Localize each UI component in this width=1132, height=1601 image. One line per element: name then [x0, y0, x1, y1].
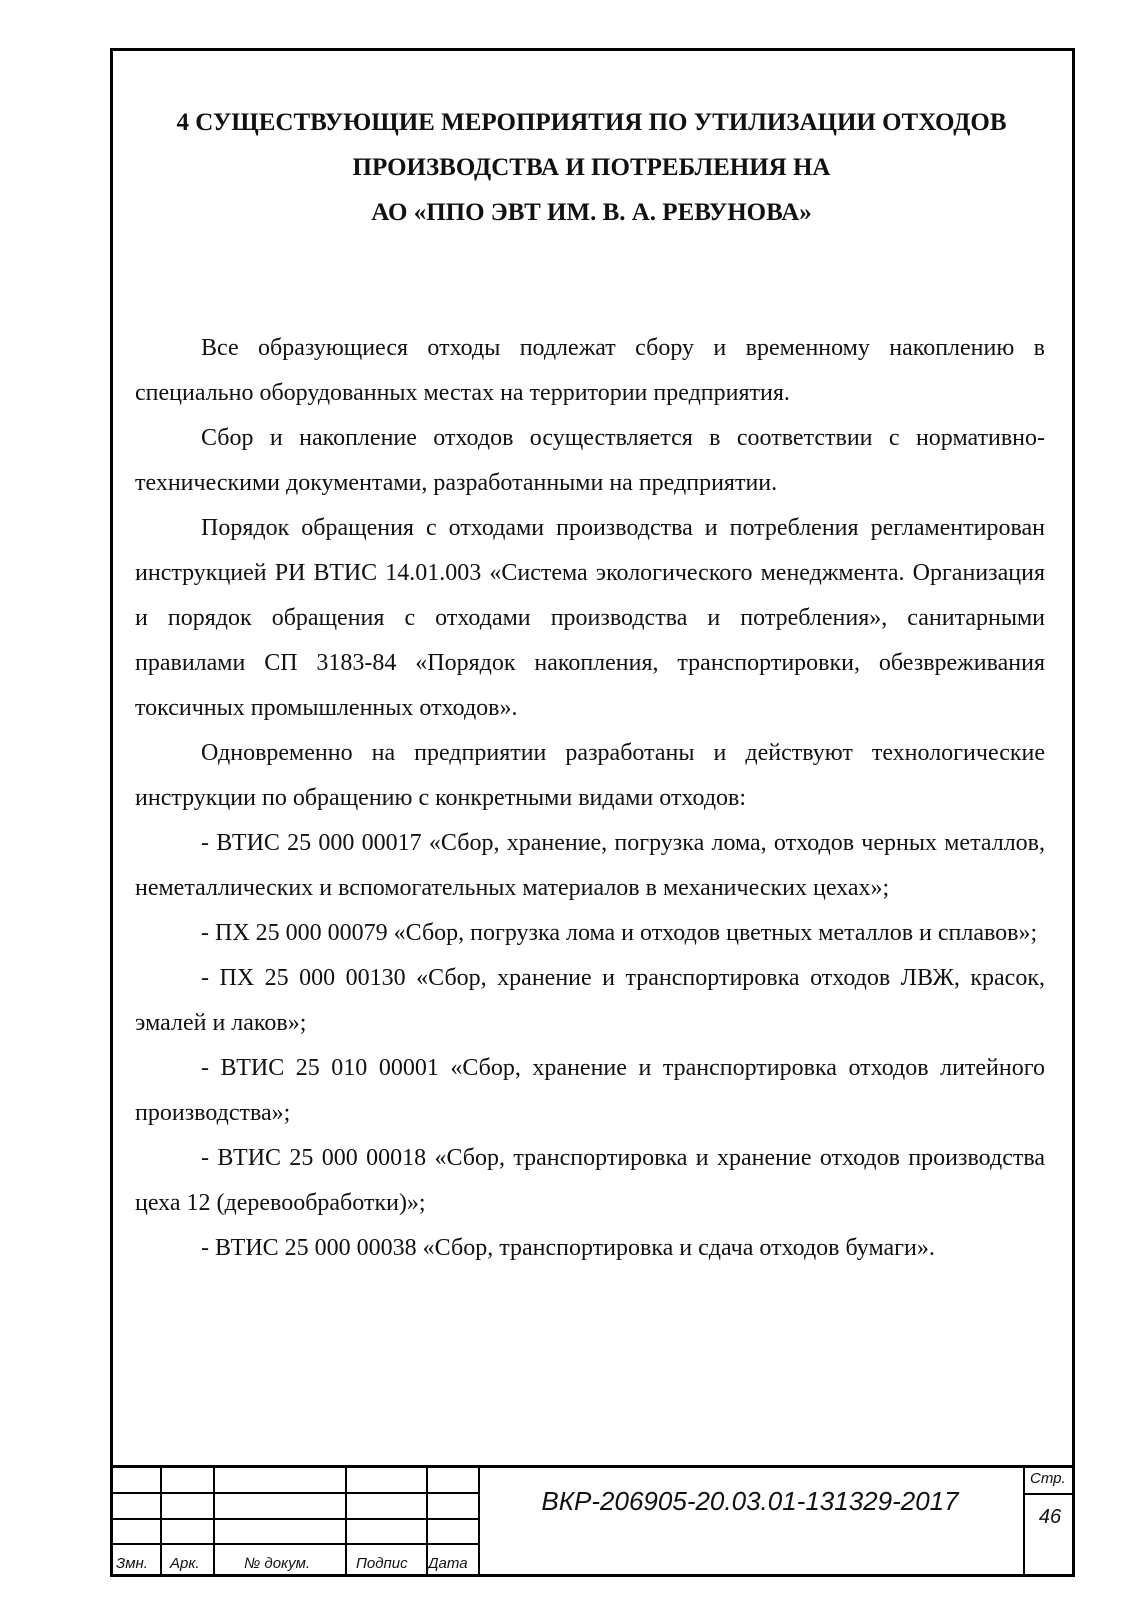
- paragraph: Одновременно на предприятии разработаны и действуют технологические инструкции по обращению с конкретными видами отходов:: [135, 740, 1045, 811]
- paragraph: Сбор и накопление отходов осуществляется в соответствии с нормативно-техническими документами, разработанными на предприятии.: [135, 425, 1045, 496]
- paragraph: Все образующиеся отходы подлежат сбору и временному накоплению в специально оборудованных местах на территории предприятия.: [135, 335, 1045, 406]
- heading-line-3: АО «ППО ЭВТ ИМ. В. А. РЕВУНОВА»: [371, 199, 812, 226]
- list-item: - ПХ 25 000 00130 «Сбор, хранение и транспортировка отходов ЛВЖ, красок, эмалей и лаков»;: [135, 965, 1045, 1036]
- stamp-divider: [110, 1492, 479, 1494]
- stamp-divider: [110, 1518, 479, 1520]
- stamp-divider: [1024, 1493, 1072, 1495]
- body-text: [135, 326, 1045, 1271]
- stamp-divider: [1023, 1468, 1025, 1577]
- list-item: - ВТИС 25 000 00017 «Сбор, хранение, погрузка лома, отходов черных металлов, неметаллических и вспомогательных материалов в механических цехах»;: [135, 830, 1045, 901]
- stamp-divider: [160, 1468, 162, 1577]
- list-item: - ПХ 25 000 00079 «Сбор, погрузка лома и отходов цветных металлов и сплавов»;: [201, 920, 1038, 946]
- column-label-doc: № докум.: [244, 1555, 311, 1572]
- heading-line-2: ПРОИЗВОДСТВА И ПОТРЕБЛЕНИЯ НА: [352, 154, 831, 181]
- column-label-date: Дата: [428, 1555, 468, 1572]
- page-label: Стр.: [1030, 1470, 1066, 1487]
- column-label-list: Арк.: [170, 1555, 200, 1572]
- stamp-divider: [478, 1468, 480, 1577]
- page-number: 46: [1038, 1506, 1062, 1528]
- list-item: - ВТИС 25 000 00038 «Сбор, транспортировка и сдача отходов бумаги».: [201, 1235, 935, 1261]
- section-heading: [135, 100, 1048, 235]
- list-item: - ВТИС 25 010 00001 «Сбор, хранение и транспортировка отходов литейного производства»;: [135, 1055, 1045, 1126]
- document-code: ВКР-206905-20.03.01-131329-2017: [541, 1486, 959, 1516]
- paragraph: Порядок обращения с отходами производства и потребления регламентирован инструкцией РИ ВТИС 14.01.003 «Система экологического менеджмента. Организация и порядок обращения с отходами производства и потребления», санитарными правилами СП 3183-84 «Порядок накопления, транспортировки, обезвреживания токсичных промышленных отходов».: [135, 515, 1045, 721]
- stamp-divider: [110, 1543, 479, 1545]
- list-item: - ВТИС 25 000 00018 «Сбор, транспортировка и хранение отходов производства цеха 12 (деревообработки)»;: [135, 1145, 1045, 1216]
- column-label-sign: Подпис: [356, 1555, 408, 1572]
- stamp-divider: [213, 1468, 215, 1577]
- stamp-divider: [345, 1468, 347, 1577]
- heading-line-1: 4 СУЩЕСТВУЮЩИЕ МЕРОПРИЯТИЯ ПО УТИЛИЗАЦИИ ОТХОДОВ: [176, 109, 1007, 136]
- column-label-izm: Змн.: [116, 1555, 148, 1572]
- title-block: [110, 1465, 1075, 1577]
